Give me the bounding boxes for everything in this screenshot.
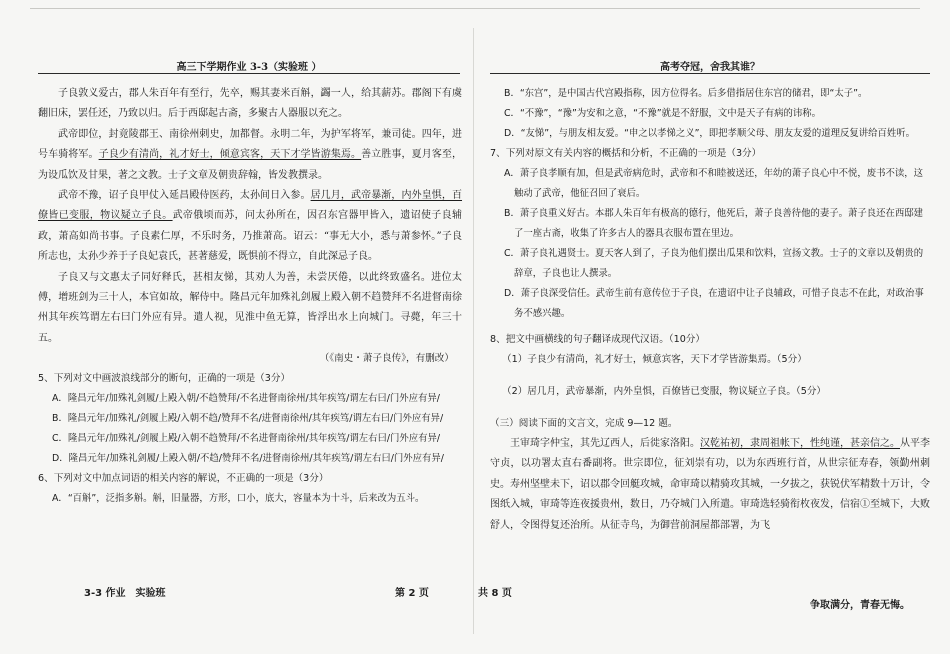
question-5-stem: 5、下列对文中画波浪线部分的断句，正确的一项是（3分） xyxy=(38,373,291,385)
question-8-item-1: （1）子良少有清尚，礼才好士，倾意宾客，天下才学皆游集焉。（5分） xyxy=(502,354,807,365)
option-letter: C xyxy=(52,433,59,445)
option-letter: B xyxy=(504,208,511,219)
footer-total-pages: 共 8 页 xyxy=(478,588,512,599)
question-7-stem: 7、下列对原文有关内容的概括和分析，不正确的一项是（3分） xyxy=(490,148,762,159)
underlined-sentence-1: 子良少有清尚，礼才好士，倾意宾客，天下才学皆游集焉。 xyxy=(98,149,362,161)
question-6-stem: 6、下列对文中加点词语的相关内容的解说，不正确的一项是（3分） xyxy=(38,473,329,485)
option-letter: C xyxy=(504,108,511,119)
question-6-option-b: B．“东宫”，是中国古代宫殿指称，因方位得名。后多借指居住东宫的储君，即“太子”。 xyxy=(504,88,868,99)
passage-paragraph-2 xyxy=(38,125,462,186)
section-3-passage xyxy=(490,434,930,536)
option-letter: C xyxy=(504,248,511,259)
question-7-option-d: D．萧子良深受信任。武帝生前有意传位于子良，在遗诏中让子良辅政，可惜子良志不在此，对政治事务不感兴趣。 xyxy=(504,288,924,319)
question-8-stem: 8、把文中画横线的句子翻译成现代汉语。（10分） xyxy=(490,334,705,345)
option-letter: D xyxy=(504,288,512,299)
option-text: 萧子良孝顺有加，但是武帝病危时，武帝和不和睦被送还，年幼的萧子良心中不悦，废书不读，这触动了武帝，他征召回了衰后。 xyxy=(514,168,923,199)
option-letter: D xyxy=(52,453,60,465)
option-letter: B xyxy=(52,413,59,425)
option-letter: B xyxy=(504,88,511,99)
underlined-sentence-2: 居几月，武帝暴渐，内外皇惧，百僚皆已变服，物议疑立子良。 xyxy=(38,190,463,222)
answer-space xyxy=(490,402,930,414)
section-3-underlined-sentence: 汉乾祐初，隶周祖帐下，性纯谨，甚亲信之。 xyxy=(700,438,900,449)
question-5-option-d: D．隆昌元年/加殊礼剑履/上殿入朝/不趋/赞拜不名/进督南徐州/其年疾笃/谓左右曰/门外应有异/ xyxy=(52,453,444,465)
page-divider xyxy=(473,28,474,634)
question-7-option-b: B．萧子良重义好古。本郡人朱百年有极高的德行，他死后，萧子良善待他的妻子。萧子良还在西邸建了一座古斋，收集了许多古人的器具衣服布置在里边。 xyxy=(504,208,923,239)
option-text: “东宫”，是中国古代宫殿指称，因方位得名。后多借指居住东宫的储君，即“太子”。 xyxy=(519,88,868,99)
option-letter: A xyxy=(504,168,511,179)
passage-text-segment: 武帝即位，封竟陵郡王、南徐州刺史，加都督。永明二年，为护军将军，兼司徒。四年，进号车骑将军。 xyxy=(38,128,462,161)
option-text: 隆昌元年/加殊礼/剑履上殿/入朝不趋/赞拜不名/进督南徐州/其年疾笃/谓左右曰/门外应有异/ xyxy=(67,413,444,425)
footer-left-label: 3-3 作业 实验班 xyxy=(84,588,166,599)
top-border-line xyxy=(30,8,920,9)
option-text: “不豫”，“豫”为安和之意，“不豫”就是不舒服，文中是天子有病的讳称。 xyxy=(519,108,821,119)
question-5-option-b: B．隆昌元年/加殊礼/剑履上殿/入朝不趋/赞拜不名/进督南徐州/其年疾笃/谓左右曰/门外应有异/ xyxy=(52,413,444,425)
right-header-rule xyxy=(490,73,930,74)
passage-text-segment: 善立胜事，夏月客至，为设瓜饮及甘果，著之文教。士子文章及朝贵辞翰，皆发教撰录。 xyxy=(38,149,463,181)
left-page-body xyxy=(38,84,462,509)
passage-source: （《南史・萧子良传》，有删改） xyxy=(319,353,454,365)
option-letter: A xyxy=(52,393,59,405)
option-text: 萧子良深受信任。武帝生前有意传位于子良，在遗诏中让子良辅政，可惜子良志不在此，对政治事务不感兴趣。 xyxy=(514,288,924,319)
footer-slogan: 争取满分，青春无悔。 xyxy=(810,600,910,611)
right-page-header: 高考夺冠，舍我其谁？ xyxy=(660,62,760,73)
option-text: “友悌”，与朋友相友爱。“申之以孝悌之义”，即把孝顺父母、朋友友爱的道理反复讲给百姓听。 xyxy=(520,128,916,139)
option-text: 隆昌元年/加殊礼/剑履上殿/入朝不趋赞拜/不名进督南徐州/其年疾笃/谓左右曰/门外应有异/ xyxy=(67,433,441,445)
section-3-stem: （三）阅读下面的文言文，完成 9—12 题。 xyxy=(490,418,678,429)
question-7-option-a: A．萧子良孝顺有加，但是武帝病危时，武帝和不和睦被送还，年幼的萧子良心中不悦，废书不读，这触动了武帝，他征召回了衰后。 xyxy=(504,168,923,199)
option-text: 隆昌元年/加殊礼剑履/上殿入朝/不趋/赞拜不名/进督南徐州/其年疾笃/谓左右曰/门外应有异/ xyxy=(68,453,444,465)
option-text: 萧子良重义好古。本郡人朱百年有极高的德行，他死后，萧子良善待他的妻子。萧子良还在西邸建了一座古斋，收集了许多古人的器具衣服布置在里边。 xyxy=(514,208,923,239)
passage-paragraph-3 xyxy=(38,186,462,268)
left-header-rule xyxy=(38,73,460,74)
footer-page-number: 第 2 页 xyxy=(395,588,429,599)
option-text: “百斛”，泛指多斛。斛，旧量器，方形，口小，底大，容量本为十斗，后来改为五斗。 xyxy=(67,493,425,505)
section-3-text: 从平李守贞，以功署太直右番副将。世宗即位，征刘崇有功，以为东西班行首，从世宗征寿春，领勤州刺史。寿州坚壁未下，诏以郡令回艇攻城，命审琦以精骑攻其城，一夕拔之，获锐伏军精数十万计，令图纸入城，审琦等连夜援贵州，数日，乃夺城门入所遣。审琦选轻骑衔枚夜发，信宿①至城下，大败舒人，令图得复还治所。从征寺鸟，为御营前洞屋都部署，为飞 xyxy=(490,438,930,531)
question-8-item-2: （2）居几月，武帝暴渐，内外皇惧，百僚皆已变服，物议疑立子良。（5分） xyxy=(502,386,827,397)
option-text: 隆昌元年/加殊礼剑履/上殿入朝/不趋赞拜/不名进督南徐州/其年疾笃/谓左右曰/门外应有异/ xyxy=(67,393,440,405)
option-letter: D xyxy=(504,128,512,139)
passage-text-segment: 武帝俄顷而苏，问太孙所在，因召东宫器甲皆入，遗诏使子良辅政，萧高如尚书事。子良素仁厚，不乐时务，乃推萧高。诏云：“事无大小，悉与萧参怀。”子良所志也，太孙少养于子良妃袁氏，甚著慈爱，既惧前不得立，自此深忌子良。 xyxy=(38,210,463,263)
question-5-option-c: C．隆昌元年/加殊礼/剑履上殿/入朝不趋赞拜/不名进督南徐州/其年疾笃/谓左右曰/门外应有异/ xyxy=(52,433,441,445)
option-letter: A xyxy=(52,493,59,505)
section-3-lead: 王审琦字仲宝，其先辽西人，后徙家洛阳。 xyxy=(510,438,700,449)
question-6-option-a: A．“百斛”，泛指多斛。斛，旧量器，方形，口小，底大，容量本为十斗，后来改为五斗。 xyxy=(52,493,425,505)
passage-paragraph-4: 子良又与文惠太子同好释氏，甚相友悌，其劝人为善，未尝厌倦，以此终致盛名。进位太傅，增班剑为三十人，本官如故，解侍中。隆昌元年加殊礼剑履上殿入朝不趋赞拜不名进督南徐州其年疾笃谓左右曰门外应有异。遣人视，见淮中鱼无算，皆浮出水上向城门。寻薨，年三十五。 xyxy=(38,271,462,344)
option-text: 萧子良礼遇贤士。夏天客人到了，子良为他们摆出瓜果和饮料，宣扬文教。士子的文章以及朝贵的辞章，子良也让人撰录。 xyxy=(514,248,924,279)
passage-paragraph-1: 子良敦义爱古，郡人朱百年有至行，先卒，赐其妻米百斛，蠲一人，给其薪苏。郡阁下有虞翻旧床，罢任还，乃致以归。后于西邸起古斋，多聚古人器服以充之。 xyxy=(38,88,462,120)
right-page-body xyxy=(490,84,930,536)
passage-text-segment: 武帝不豫，诏子良甲仗入延昌殿侍医药，太孙间日入参。 xyxy=(58,190,311,202)
left-page-header: 高三下学期作业 3-3（实验班 ） xyxy=(176,62,322,73)
question-5-option-a: A．隆昌元年/加殊礼剑履/上殿入朝/不趋赞拜/不名进督南徐州/其年疾笃/谓左右曰/门外应有异/ xyxy=(52,393,440,405)
answer-space xyxy=(490,370,930,382)
question-6-option-d: D．“友悌”，与朋友相友爱。“申之以孝悌之义”，即把孝顺父母、朋友友爱的道理反复讲给百姓听。 xyxy=(504,128,916,139)
question-6-option-c: C．“不豫”，“豫”为安和之意，“不豫”就是不舒服，文中是天子有病的讳称。 xyxy=(504,108,821,119)
question-7-option-c: C．萧子良礼遇贤士。夏天客人到了，子良为他们摆出瓜果和饮料，宣扬文教。士子的文章以及朝贵的辞章，子良也让人撰录。 xyxy=(504,248,924,279)
